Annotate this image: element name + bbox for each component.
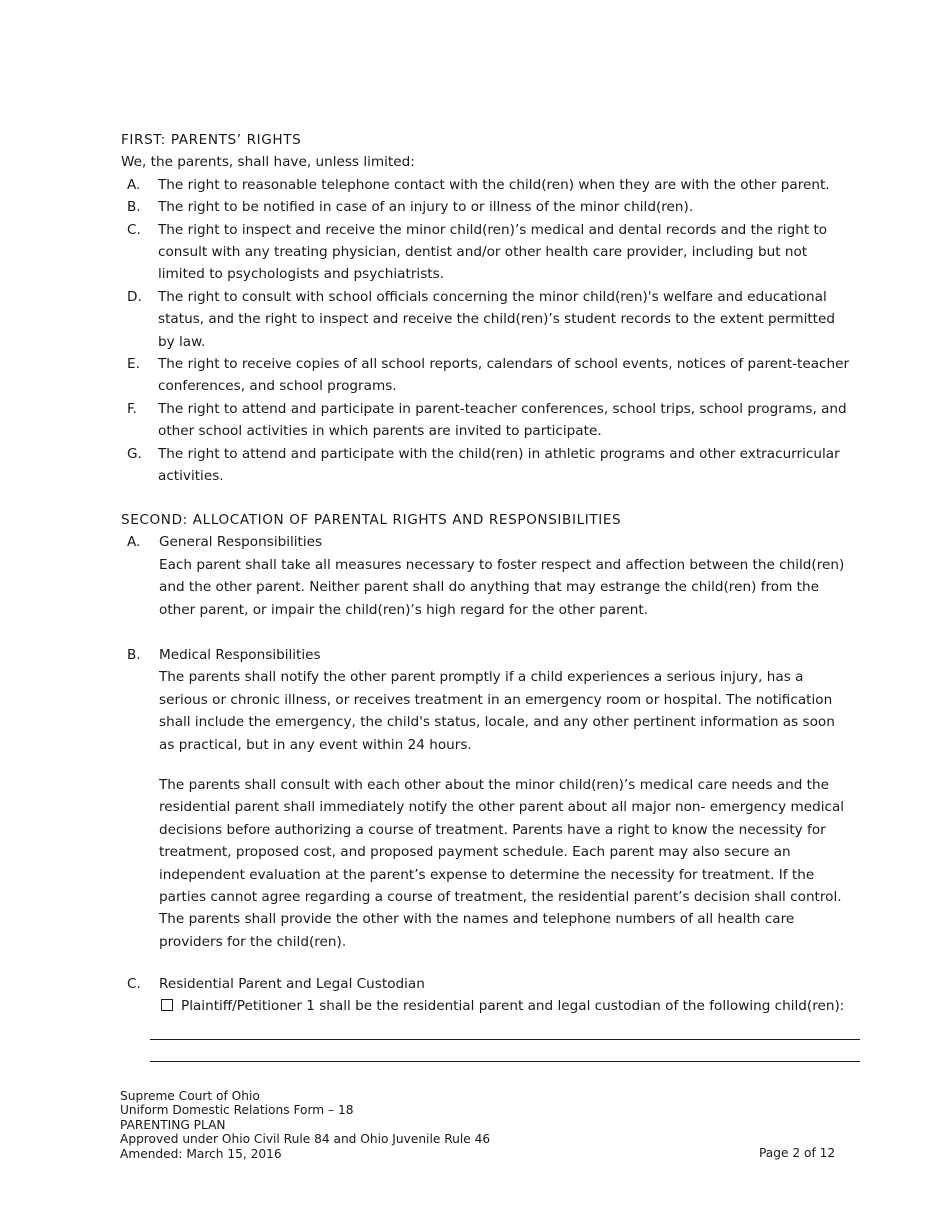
subsection-paragraph: The parents shall consult with each other about the minor child(ren)’s medical care needs and the residential parent shall immediately notify the other parent about all major non- emergency medical decisions before authorizing a course of treatment. Parents have a right to know the necessity for treatment, proposed cost, and proposed payment schedule. Each parent may also secure an independent evaluation at the parent’s expense to determine the necessity for treatment. If the parties cannot agree regarding a course of treatment, the residential parent’s decision shall control. The parents shall provide the other with the names and telephone numbers of all health care providers for the child(ren). xyxy=(159,777,845,950)
section-intro: We, the parents, shall have, unless limited: xyxy=(121,154,415,171)
section-second xyxy=(121,509,851,621)
subsection-general xyxy=(121,531,851,621)
footer xyxy=(120,1089,490,1161)
section-second-residential xyxy=(121,973,851,1018)
item-text: The right to inspect and receive the minor child(ren)’s medical and dental records and the right to consult with any treating physician, dentist and/or other health care provider, including but not limited to psychologists and psychiatrists. xyxy=(158,221,828,283)
checkbox-label: Plaintiff/Petitioner 1 shall be the residential parent and legal custodian of the following child(ren): xyxy=(181,998,845,1015)
footer-approval: Approved under Ohio Civil Rule 84 and Ohio Juvenile Rule 46 xyxy=(120,1132,491,1147)
subsection-letter: B. xyxy=(127,647,141,663)
footer-amended: Amended: March 15, 2016 xyxy=(120,1146,282,1161)
subsection-title: Medical Responsibilities xyxy=(159,647,321,663)
footer-form: Uniform Domestic Relations Form – 18 xyxy=(120,1103,354,1118)
item-letter: A. xyxy=(127,176,141,193)
list-item xyxy=(121,443,851,488)
subsection-paragraph: The parents shall notify the other parent promptly if a child experiences a serious injury, has a serious or chronic illness, or receives treatment in an emergency room or hospital. The notification shall include the emergency, the child's status, locale, and any other pertinent information as soon as practical, but in any event within 24 hours. xyxy=(159,669,835,753)
item-letter: C. xyxy=(127,221,141,238)
item-letter: F. xyxy=(127,400,137,417)
item-letter: B. xyxy=(127,199,141,216)
subsection-title: General Responsibilities xyxy=(159,534,323,551)
item-letter: E. xyxy=(127,356,140,373)
item-text: The right to reasonable telephone contact with the child(ren) when they are with the other parent. xyxy=(158,176,830,193)
subsection-medical xyxy=(121,644,851,953)
item-letter: D. xyxy=(127,288,142,305)
item-text: The right to be notified in case of an injury to or illness of the minor child(ren). xyxy=(158,199,694,216)
item-text: The right to attend and participate in parent-teacher conferences, school trips, school programs, and other school activities in which parents are invited to participate. xyxy=(158,400,847,440)
section-heading: FIRST: PARENTS’ RIGHTS xyxy=(121,132,302,148)
section-first xyxy=(121,129,851,488)
residential-option-row xyxy=(121,995,851,1017)
footer-title: PARENTING PLAN xyxy=(120,1117,226,1132)
item-letter: G. xyxy=(127,445,142,462)
item-text: The right to receive copies of all school reports, calendars of school events, notices of parent-teacher conferences, and school programs. xyxy=(158,356,850,395)
list-item xyxy=(121,398,851,443)
list-item xyxy=(121,353,851,398)
list-item xyxy=(121,174,851,196)
section-second-medical xyxy=(121,644,851,953)
page-number: Page 2 of 12 xyxy=(759,1146,836,1160)
section-heading: SECOND: ALLOCATION OF PARENTAL RIGHTS AND RESPONSIBILITIES xyxy=(121,512,622,528)
subsection-letter: C. xyxy=(127,976,141,992)
child-name-input-line[interactable] xyxy=(150,1039,860,1040)
list-item xyxy=(121,286,851,353)
child-name-input-line[interactable] xyxy=(150,1061,860,1062)
list-item xyxy=(121,196,851,218)
subsection-title: Residential Parent and Legal Custodian xyxy=(159,976,425,992)
plaintiff-residential-checkbox[interactable] xyxy=(161,999,173,1011)
subsection-residential xyxy=(121,973,851,995)
item-text: The right to consult with school officials concerning the minor child(ren)'s welfare and educational status, and the right to inspect and receive the child(ren)’s student records to the extent permitted by law. xyxy=(158,288,836,350)
subsection-letter: A. xyxy=(127,534,141,551)
subsection-text: Each parent shall take all measures necessary to foster respect and affection between the child(ren) and the other parent. Neither parent shall do anything that may estrange the child(ren) from the other parent, or impair the child(ren)’s high regard for the other parent. xyxy=(159,556,845,618)
item-text: The right to attend and participate with the child(ren) in athletic programs and other extracurricular activities. xyxy=(158,445,840,485)
footer-court: Supreme Court of Ohio xyxy=(120,1089,260,1103)
list-item xyxy=(121,219,851,286)
